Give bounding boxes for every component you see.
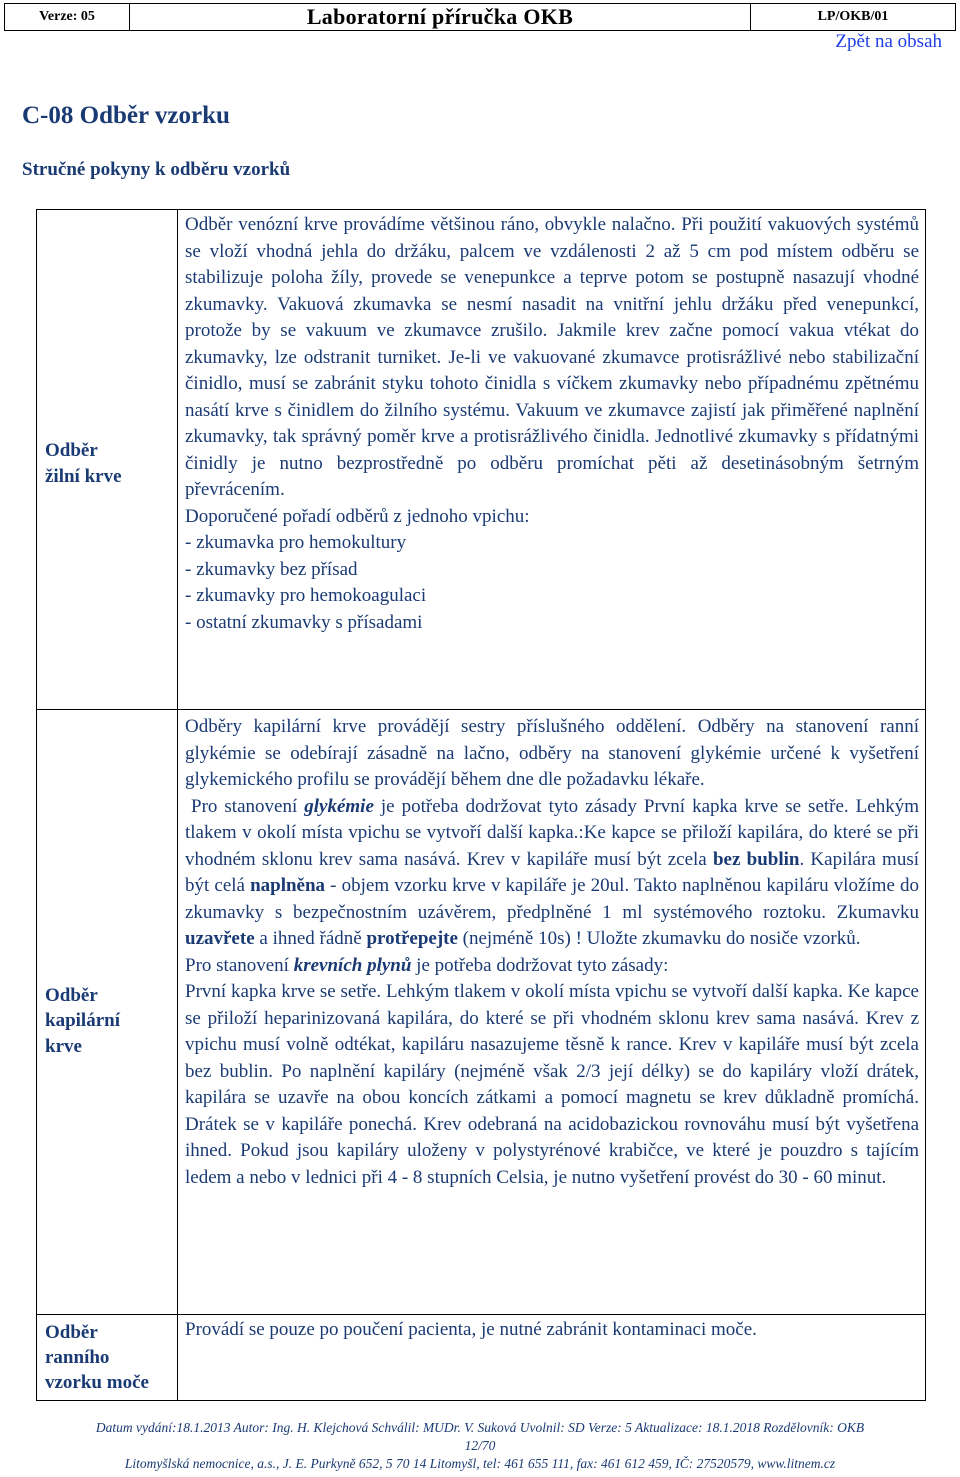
order-item: - zkumavky pro hemokoagulaci: [185, 585, 427, 606]
order-item: - ostatní zkumavky s přísadami: [185, 611, 423, 633]
section-subtitle: Stručné pokyny k odběru vzorků: [22, 159, 291, 180]
document-title: Laboratorní příručka OKB: [130, 4, 751, 31]
blood-gas-term: krevních plynů: [293, 954, 412, 976]
text-run: a ihned řádně: [254, 928, 367, 949]
text-run: . Kapilára musí být celá: [185, 848, 919, 896]
document-header: [4, 3, 956, 31]
text-run: je potřeba dodržovat tyto zásady První kapka krve se setře. Lehkým tlakem v okolí místa vpichu se vytvoří další kapka.:Ke kapce se přiloží kapilára, do které se při vhodném sklonu krev sama nasává. Krev v kapiláře musí být zcela: [185, 795, 920, 870]
glycemia-paragraph: [185, 794, 919, 953]
order-item: - zkumavka pro hemokultury: [185, 532, 407, 553]
emphasis-filled: naplněna: [250, 875, 326, 896]
document-code: LP/OKB/01: [751, 4, 956, 31]
footer-address: Litomyšlská nemocnice, a.s., J. E. Purkyně 652, 5 70 14 Litomyšl, tel: 461 655 111, fax: 461 612 459, IČ: 27520579, www.litnem.cz: [124, 1456, 836, 1471]
emphasis-no-bubbles: bez bublin: [712, 848, 800, 870]
capillary-intro: Odběry kapilární krve provádějí sestry příslušného oddělení. Odběry na stanovení ranní glykémie se odebírají zásadně na lačno, odběry na stanovení glykémie určené k vyšetření glykemického profilu se provádějí během dne dle požadavku lékaře.: [185, 716, 919, 790]
text-run: - objem vzorku krve v kapiláře je 20ul. Takto naplněnou kapiláru vložíme do zkumavky s bezpečnostním uzávěrem, předplněné 1 ml systémového roztoku. Zkumavku: [185, 875, 919, 923]
blood-gas-heading: [185, 953, 919, 980]
order-title: Doporučené pořadí odběrů z jednoho vpichu:: [185, 505, 530, 527]
page-title: C-08 Odběr vzorku: [22, 102, 230, 129]
venous-content: [178, 210, 926, 710]
sampling-table: [36, 209, 926, 1401]
text-run: (nejméně 10s) ! Uložte zkumavku do nosiče vzorků.: [457, 928, 861, 949]
capillary-row: [37, 710, 926, 1315]
capillary-content: [178, 710, 926, 1315]
order-item: - zkumavky bez přísad: [185, 558, 358, 580]
blood-gas-paragraph: První kapka krve se setře. Lehkým tlakem v okolí místa vpichu se vytvoří další kapka. Ke kapce se přiloží heparinizovaná kapilára, do které se při vhodném sklonu krev sama nasává. Krev z vpichu musí volně odtékat, kapiláru nasazujeme těsně k rance. Krev v kapiláře musí být zcela bez bublin. Po naplnění kapiláry (nejméně však 2/3 její délky) se do kapiláry vloží drátek, kapilára se uzavře na obou koncích zátkami a pomocí magnetu se krev důkladně promíchá. Drátek se v kapiláře ponechá. Krev odebraná na acidobazickou rovnováhu musí být vyšetřena ihned. Pokud jsou kapiláry uloženy v polystyrénové krabičce, ve které je pouzdro s tajícím ledem a nebo v lednici při 4 - 8 stupních Celsia, je nutno vyšetření provést do 30 - 60 minut.: [185, 981, 919, 1188]
venous-row: [37, 210, 926, 710]
text-run: je potřeba dodržovat tyto zásady:: [411, 954, 669, 976]
urine-row: [37, 1315, 926, 1401]
emphasis-close: uzavřete: [185, 928, 255, 949]
text-run: Pro stanovení: [185, 954, 294, 976]
glycemia-term: glykémie: [304, 795, 374, 817]
capillary-label: Odběr kapilární krve: [37, 710, 178, 1315]
footer-meta: Datum vydání:18.1.2013 Autor: Ing. H. Klejchová Schválil: MUDr. V. Suková Uvolnil: SD Verze: 5 Aktualizace: 18.1.2018 Rozdělovník: OKB: [95, 1420, 865, 1435]
venous-paragraph: Odběr venózní krve provádíme většinou ráno, obvykle nalačno. Při použití vakuových systémů se vloží vhodná jehla do držáku, palcem ve vzdálenosti 2 až 5 cm pod místem odběru se stabilizuje poloha žíly, provede se venepunkce a teprve potom se postupně nasazují vhodné zkumavky. Vakuová zkumavka se nesmí nasadit na vnitřní jehlu držáku před venepunkcí, protože by se vakuum ve zkumavce zrušilo. Jakmile krev začne pomocí vakua vtékat do zkumavky, lze odstranit turniket. Je-li ve vakuované zkumavce protisrážlivé nebo stabilizační činidlo, musí se zabránit styku tohoto činidla s víčkem zkumavky nebo případnému zpětnému nasátí krve s činidlem do žilního systému. Vakuum ve zkumavce zajistí jak přiměřené naplnění zkumavky, tak správný poměr krve a protisrážlivého činidla. Jednotlivé zkumavky s přídatnými činidly je nutno bezprostředně po odběru promíchat pěti až desetinásobným šetrným převrácením.: [185, 214, 919, 500]
urine-label: Odběr ranního vzorku moče: [37, 1315, 178, 1401]
version-cell: Verze: 05: [5, 4, 130, 31]
emphasis-shake: protřepejte: [366, 928, 458, 949]
urine-text: Provádí se pouze po poučení pacienta, je nutné zabránit kontaminaci moče.: [185, 1319, 757, 1340]
back-to-contents-link[interactable]: Zpět na obsah: [835, 31, 942, 52]
text-run: Pro stanovení: [191, 795, 305, 817]
page-number: 12/70: [464, 1438, 496, 1453]
urine-content: [178, 1315, 926, 1401]
venous-label: Odběr žilní krve: [37, 210, 178, 710]
